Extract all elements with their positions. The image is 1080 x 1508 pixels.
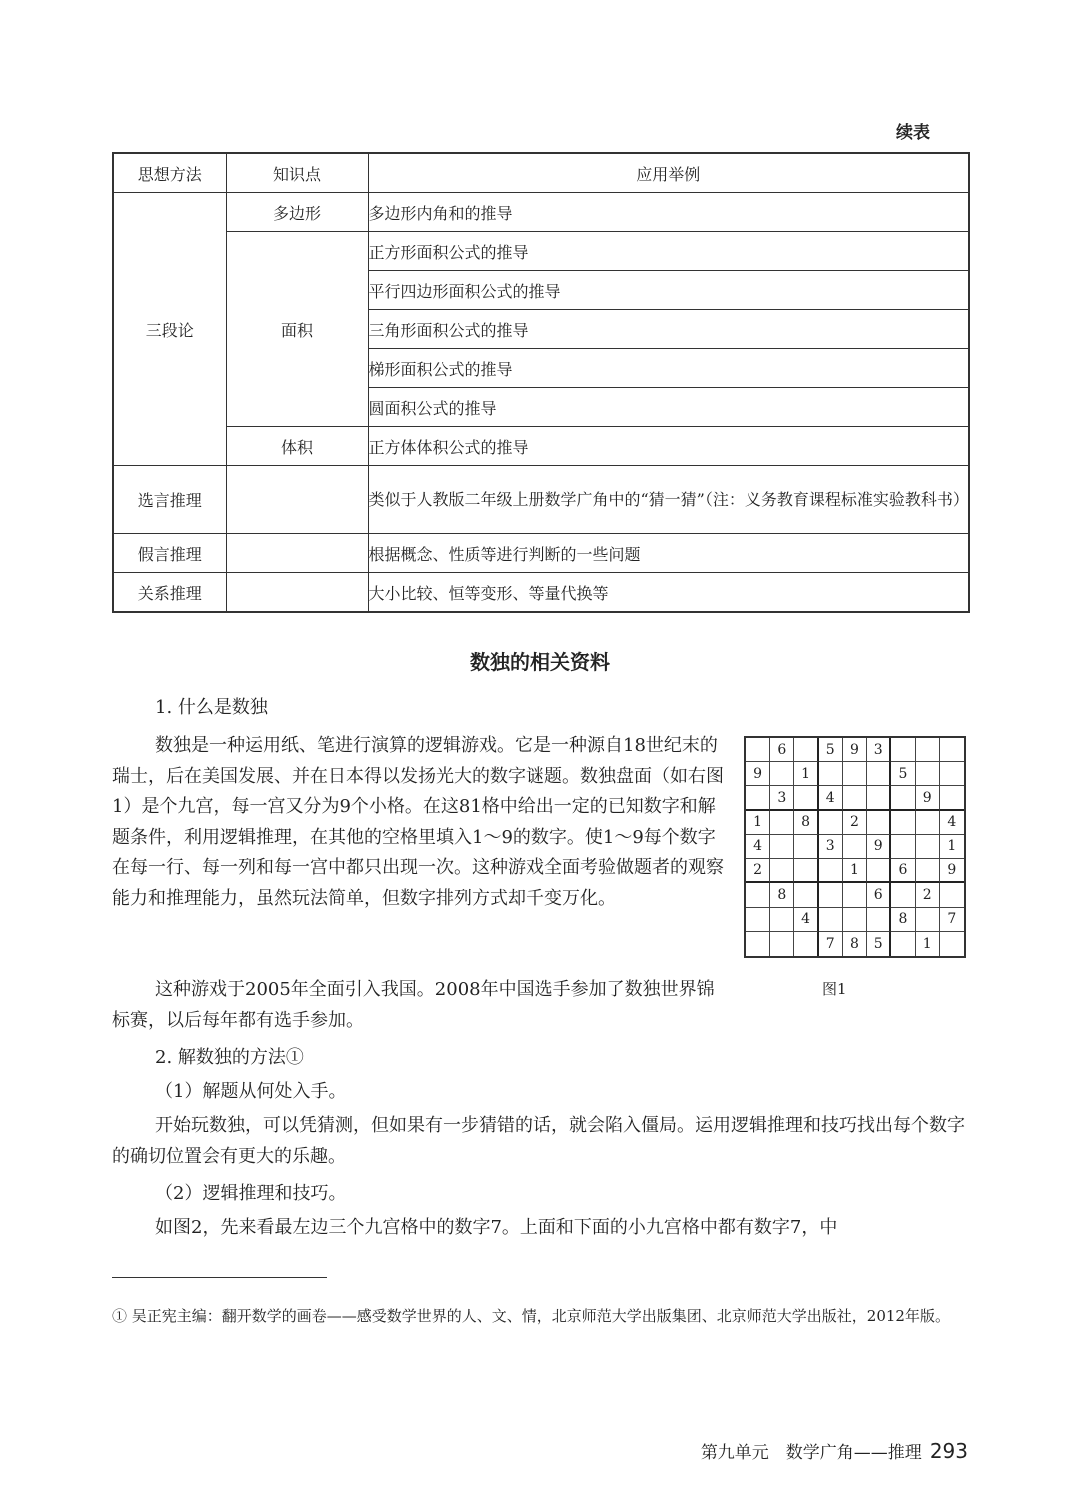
sudoku-cell: 8: [794, 811, 818, 835]
subheading-logic: （2）逻辑推理和技巧。: [155, 1183, 347, 1204]
sudoku-cell: [891, 811, 915, 835]
sudoku-cell: [940, 762, 964, 786]
topic-polygon: 多边形: [226, 193, 368, 232]
sudoku-cell: [794, 786, 818, 810]
sudoku-cell: [746, 883, 770, 907]
method-disjunctive: 选言推理: [113, 466, 226, 534]
sudoku-cell: [819, 762, 843, 786]
topic-area: 面积: [226, 232, 368, 427]
example-cell: 正方形面积公式的推导: [368, 232, 969, 271]
sudoku-cell: 9: [746, 762, 770, 786]
sudoku-cell: 2: [746, 859, 770, 883]
sudoku-cell: [916, 762, 940, 786]
method-hypothetical: 假言推理: [113, 534, 226, 573]
sudoku-cell: 9: [843, 738, 867, 762]
sudoku-cell: [867, 859, 891, 883]
sudoku-cell: [916, 811, 940, 835]
heading-solving-methods: 2. 解数独的方法①: [155, 1047, 304, 1068]
sudoku-cell: [940, 738, 964, 762]
sudoku-cell: 2: [916, 883, 940, 907]
sudoku-cell: [843, 883, 867, 907]
topic-empty: [226, 573, 368, 613]
sudoku-cell: [891, 932, 915, 956]
sudoku-cell: [916, 738, 940, 762]
sudoku-cell: [916, 835, 940, 859]
sudoku-cell: [940, 883, 964, 907]
sudoku-cell: 5: [867, 932, 891, 956]
example-cell: 正方体体积公式的推导: [368, 427, 969, 466]
sudoku-cell: [940, 932, 964, 956]
sudoku-cell: 1: [746, 811, 770, 835]
sudoku-cell: 8: [770, 883, 794, 907]
sudoku-cell: 6: [867, 883, 891, 907]
heading-what-is-sudoku: 1. 什么是数独: [155, 697, 268, 718]
paragraph-sudoku-china: 这种游戏于2005年全面引入我国。2008年中国选手参加了数独世界锦标赛，以后每年都有选手参加。: [112, 979, 715, 1031]
example-cell: 大小比较、恒等变形、等量代换等: [368, 573, 969, 613]
header-example: 应用举例: [368, 153, 969, 193]
sudoku-cell: 3: [867, 738, 891, 762]
sudoku-cell: 6: [891, 859, 915, 883]
figure-caption: 图1: [822, 980, 847, 998]
header-topic: 知识点: [226, 153, 368, 193]
sudoku-cell: [867, 908, 891, 932]
page-footer: [701, 1438, 968, 1463]
sudoku-cell: 1: [843, 859, 867, 883]
sudoku-cell: [891, 883, 915, 907]
sudoku-cell: [891, 738, 915, 762]
sudoku-cell: [867, 762, 891, 786]
sudoku-cell: 4: [746, 835, 770, 859]
method-syllogism: 三段论: [113, 193, 226, 466]
sudoku-cell: 1: [940, 835, 964, 859]
sudoku-cell: 6: [770, 738, 794, 762]
sudoku-cell: [843, 835, 867, 859]
footnote-divider: [112, 1277, 327, 1278]
sudoku-cell: [770, 835, 794, 859]
sudoku-cell: 4: [794, 908, 818, 932]
sudoku-cell: [794, 835, 818, 859]
sudoku-cell: 9: [867, 835, 891, 859]
sudoku-cell: [940, 786, 964, 810]
sudoku-cell: 2: [843, 811, 867, 835]
sudoku-cell: [916, 859, 940, 883]
sudoku-cell: 9: [916, 786, 940, 810]
continued-table-label: 续表: [896, 123, 930, 143]
sudoku-cell: [794, 932, 818, 956]
chapter-title: 第九单元 数学广角——推理: [700, 1443, 922, 1463]
sudoku-cell: [794, 738, 818, 762]
footnote: ① 吴正宪主编：翻开数学的画卷——感受数学世界的人、文、情，北京师范大学出版集团、北京师范大学出版社，2012年版。: [112, 1307, 950, 1325]
sudoku-cell: 8: [891, 908, 915, 932]
method-relational: 关系推理: [113, 573, 226, 613]
sudoku-cell: 3: [770, 786, 794, 810]
sudoku-cell: [770, 932, 794, 956]
example-cell: 类似于人教版二年级上册数学广角中的“猜一猜”（注：义务教育课程标准实验教科书）: [368, 466, 969, 534]
sudoku-cell: [891, 835, 915, 859]
sudoku-cell: [770, 811, 794, 835]
sudoku-cell: [770, 762, 794, 786]
sudoku-cell: 1: [794, 762, 818, 786]
sudoku-cell: 5: [819, 738, 843, 762]
example-cell: 三角形面积公式的推导: [368, 310, 969, 349]
sudoku-cell: [794, 883, 818, 907]
example-cell: 圆面积公式的推导: [368, 388, 969, 427]
sudoku-cell: [794, 859, 818, 883]
example-cell: 根据概念、性质等进行判断的一些问题: [368, 534, 969, 573]
paragraph-sudoku-intro: 数独是一种运用纸、笔进行演算的逻辑游戏。它是一种源自18世纪末的瑞士，后在美国发展、并在日本得以发扬光大的数字谜题。数独盘面（如右图1）是个九宫，每一宫又分为9个小格。在这81格中给出一定的已知数字和解题条件，利用逻辑推理，在其他的空格里填入1～9的数字。使1～9每个数字在每一行、每一列和每一宫中都只出现一次。这种游戏全面考验做题者的观察能力和推理能力，虽然玩法简单，但数字排列方式却千变万化。: [112, 735, 724, 909]
sudoku-cell: [819, 811, 843, 835]
sudoku-cell: [770, 908, 794, 932]
sudoku-cell: [819, 908, 843, 932]
sudoku-cell: [819, 859, 843, 883]
paragraph-figure2: 如图2，先来看最左边三个九宫格中的数字7。上面和下面的小九宫格中都有数字7，中: [155, 1217, 838, 1238]
sudoku-cell: [819, 883, 843, 907]
topic-empty: [226, 466, 368, 534]
sudoku-cell: [746, 786, 770, 810]
sudoku-cell: 8: [843, 932, 867, 956]
sudoku-cell: [746, 738, 770, 762]
sudoku-cell: [916, 908, 940, 932]
sudoku-cell: [867, 811, 891, 835]
sudoku-cell: 3: [819, 835, 843, 859]
sudoku-cell: [843, 762, 867, 786]
reasoning-methods-table: [112, 152, 970, 613]
sudoku-cell: [843, 786, 867, 810]
topic-volume: 体积: [226, 427, 368, 466]
sudoku-cell: [770, 859, 794, 883]
sudoku-grid: [744, 736, 966, 958]
sudoku-cell: 5: [891, 762, 915, 786]
section-title: 数独的相关资料: [470, 650, 610, 674]
subheading-where-to-start: （1）解题从何处入手。: [155, 1081, 347, 1102]
sudoku-cell: 7: [819, 932, 843, 956]
sudoku-cell: 4: [819, 786, 843, 810]
sudoku-cell: 4: [940, 811, 964, 835]
sudoku-cell: [746, 932, 770, 956]
sudoku-cell: [891, 786, 915, 810]
sudoku-cell: [746, 908, 770, 932]
sudoku-cell: 7: [940, 908, 964, 932]
example-cell: 梯形面积公式的推导: [368, 349, 969, 388]
sudoku-cell: 9: [940, 859, 964, 883]
topic-empty: [226, 534, 368, 573]
sudoku-cell: 1: [916, 932, 940, 956]
sudoku-cell: [867, 786, 891, 810]
example-cell: 多边形内角和的推导: [368, 193, 969, 232]
paragraph-start: 开始玩数独，可以凭猜测，但如果有一步猜错的话，就会陷入僵局。运用逻辑推理和技巧找出每个数字的确切位置会有更大的乐趣。: [112, 1115, 965, 1167]
sudoku-cell: [843, 908, 867, 932]
page-number: 293: [929, 1439, 968, 1463]
example-cell: 平行四边形面积公式的推导: [368, 271, 969, 310]
header-method: 思想方法: [113, 153, 226, 193]
